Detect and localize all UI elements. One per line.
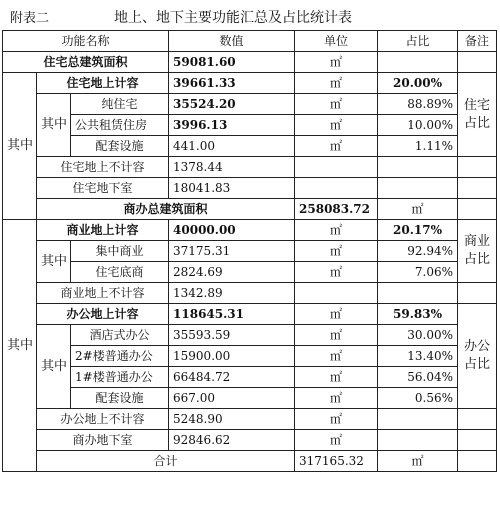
remark-commercial: 商业占比	[458, 220, 497, 283]
table-row: 其中 商业地上计容 40000.00 ㎡ 20.17% 商业占比	[3, 220, 497, 241]
header-unit: 单位	[295, 31, 378, 52]
table-row: 商办总建筑面积 258083.72 ㎡	[3, 199, 497, 220]
header-value: 数值	[169, 31, 295, 52]
table-row: 其中 集中商业 37175.31 ㎡ 92.94%	[3, 241, 497, 262]
stats-table	[2, 30, 497, 472]
table-row: 住宅地上不计容 1378.44	[3, 157, 497, 178]
table-row: 合计 317165.32 ㎡	[3, 451, 497, 472]
table-row: 配套设施 667.00 ㎡ 0.56%	[3, 388, 497, 409]
table-row: 2#楼普通办公 15900.00 ㎡ 13.40%	[3, 346, 497, 367]
remark-residential: 住宅占比	[458, 73, 497, 157]
header-note: 备注	[458, 31, 497, 52]
table-row: 其中 住宅地上计容 39661.33 ㎡ 20.00% 住宅占比	[3, 73, 497, 94]
table-row: 住宅总建筑面积 59081.60 ㎡	[3, 52, 497, 73]
table-row: 商业地上不计容 1342.89	[3, 283, 497, 304]
table-title: 地上、地下主要功能汇总及占比统计表	[114, 10, 352, 26]
table-row: 其中 酒店式办公 35593.59 ㎡ 30.00%	[3, 325, 497, 346]
table-row: 其中 纯住宅 35524.20 ㎡ 88.89%	[3, 94, 497, 115]
header-ratio: 占比	[378, 31, 458, 52]
header-name: 功能名称	[3, 31, 169, 52]
table-row: 公共租赁住房 3996.13 ㎡ 10.00%	[3, 115, 497, 136]
group-label-qizhong: 其中	[3, 73, 37, 220]
table-row: 办公地上不计容 5248.90 ㎡	[3, 409, 497, 430]
table-header-row	[3, 31, 497, 52]
remark-office: 办公占比	[458, 304, 497, 409]
table-row: 住宅地下室 18041.83	[3, 178, 497, 199]
appendix-label: 附表二	[10, 11, 50, 26]
table-row: 配套设施 441.00 ㎡ 1.11%	[3, 136, 497, 157]
table-row: 1#楼普通办公 66484.72 ㎡ 56.04%	[3, 367, 497, 388]
table-row: 住宅底商 2824.69 ㎡ 7.06%	[3, 262, 497, 283]
table-row: 办公地上计容 118645.31 ㎡ 59.83% 办公占比	[3, 304, 497, 325]
title-bar	[0, 0, 500, 30]
table-row: 商办地下室 92846.62 ㎡	[3, 430, 497, 451]
